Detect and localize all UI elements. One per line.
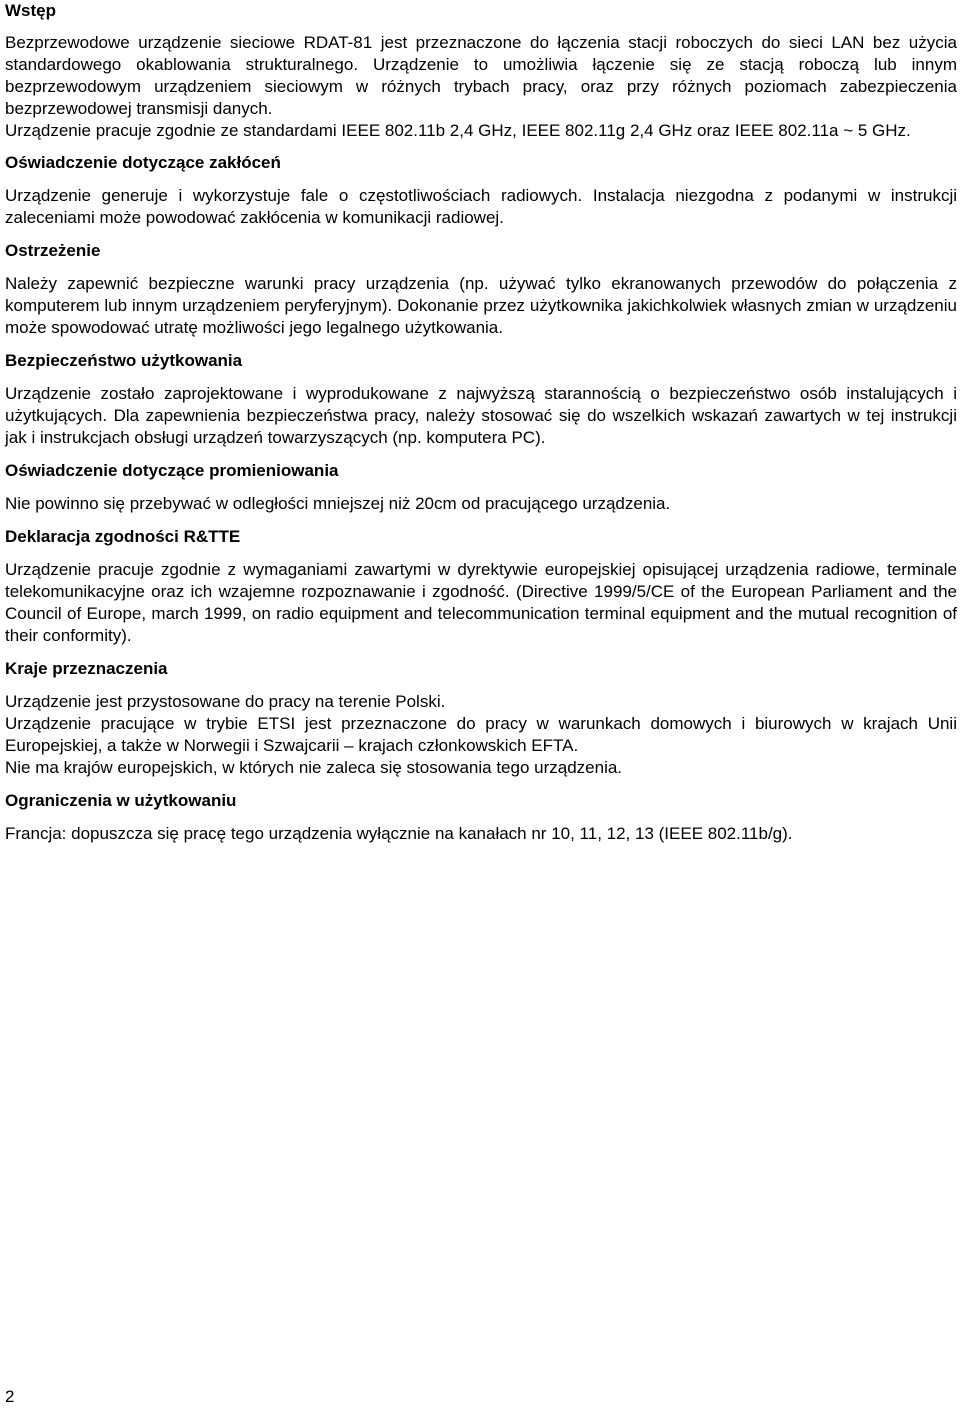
section-heading-warning: Ostrzeżenie: [5, 241, 101, 260]
section-heading-destination-countries: Kraje przeznaczenia: [5, 659, 168, 678]
paragraph-interference: Urządzenie generuje i wykorzystuje fale o częstotliwościach radiowych. Instalacja niezgodna z podanymi w instrukcji zaleceniami może powodować zakłócenia w komunikacji radiowej.: [5, 186, 957, 227]
paragraph-safety: Urządzenie zostało zaprojektowane i wyprodukowane z najwyższą starannością o bezpieczeństwo osób instalujących i użytkujących. Dla zapewnienia bezpieczeństwa pracy, należy stosować się do wszelkich wskazań zawartych w tej instrukcji jak i instrukcjach obsługi urządzeń towarzyszących (np. komputera PC).: [5, 384, 957, 447]
paragraph-intro-standards: Urządzenie pracuje zgodnie ze standardami IEEE 802.11b 2,4 GHz, IEEE 802.11g 2,4 GHz oraz IEEE 802.11a ~ 5 GHz.: [5, 121, 911, 140]
paragraph-warning: Należy zapewnić bezpieczne warunki pracy urządzenia (np. używać tylko ekranowanych przewodów do połączenia z komputerem lub innym urządzeniem peryferyjnym). Dokonanie przez użytkownika jakichkolwiek własnych zmian w urządzeniu może spowodować utratę możliwości jego legalnego użytkowania.: [5, 274, 957, 337]
section-heading-interference: Oświadczenie dotyczące zakłóceń: [5, 153, 281, 172]
section-heading-usage-limits: Ograniczenia w użytkowaniu: [5, 791, 237, 810]
document-page: [5, 0, 957, 845]
paragraph-destination-etsi: Urządzenie pracujące w trybie ETSI jest przeznaczone do pracy w warunkach domowych i biurowych w krajach Unii Europejskiej, a także w Norwegii i Szwajcarii – krajach członkowskich EFTA.: [5, 714, 957, 755]
page-number: 2: [5, 1387, 15, 1406]
paragraph-destination-poland: Urządzenie jest przystosowane do pracy na terenie Polski.: [5, 692, 446, 711]
section-heading-wstep: Wstęp: [5, 1, 56, 20]
paragraph-intro-description: Bezprzewodowe urządzenie sieciowe RDAT-81 jest przeznaczone do łączenia stacji roboczych do sieci LAN bez użycia standardowego okablowania strukturalnego. Urządzenie to umożliwia łączenie się ze stacją roboczą lub innym bezprzewodowym urządzeniem sieciowym w różnych trybach pracy, oraz przy różnych poziomach zabezpieczenia bezprzewodowej transmisji danych.: [5, 33, 957, 118]
paragraph-usage-limits: Francja: dopuszcza się pracę tego urządzenia wyłącznie na kanałach nr 10, 11, 12, 13 (IEEE 802.11b/g).: [5, 824, 793, 843]
paragraph-destination-no-restrictions: Nie ma krajów europejskich, w których nie zaleca się stosowania tego urządzenia.: [5, 758, 623, 777]
paragraph-rtte-declaration: Urządzenie pracuje zgodnie z wymaganiami zawartymi w dyrektywie europejskiej opisującej urządzenia radiowe, terminale telekomunikacyjne oraz ich wzajemne rozpoznawanie i zgodność. (Directive 1999/5/CE of the European Parliament and the Council of Europe, march 1999, on radio equipment and telecommunication terminal equipment and the mutual recognition of their conformity).: [5, 560, 957, 645]
paragraph-radiation: Nie powinno się przebywać w odległości mniejszej niż 20cm od pracującego urządzenia.: [5, 494, 671, 513]
section-heading-rtte-declaration: Deklaracja zgodności R&TTE: [5, 527, 241, 546]
section-heading-safety: Bezpieczeństwo użytkowania: [5, 351, 243, 370]
section-heading-radiation: Oświadczenie dotyczące promieniowania: [5, 461, 339, 480]
